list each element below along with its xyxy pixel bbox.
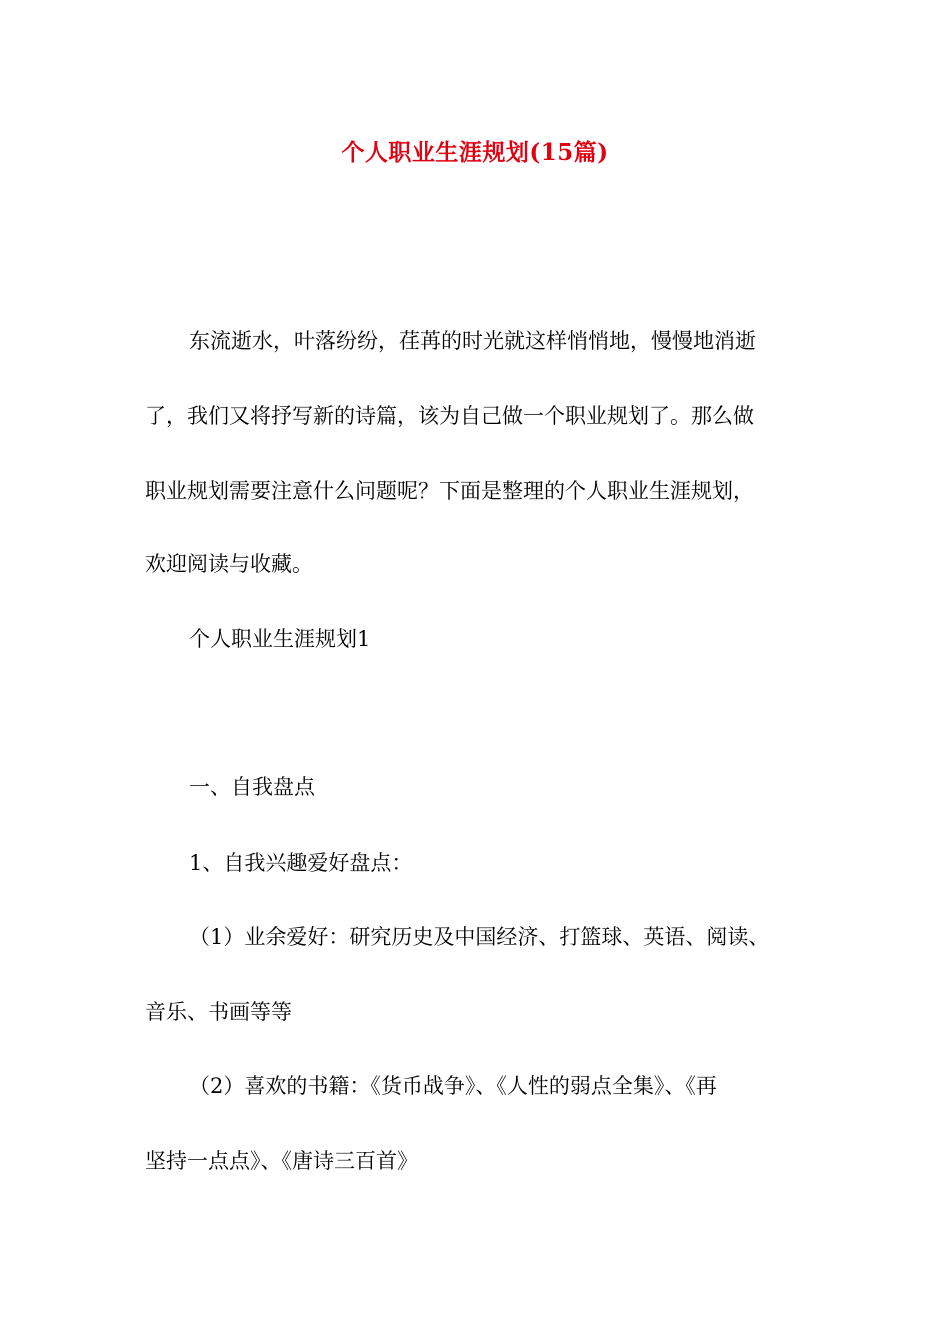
intro-line-2: 了，我们又将抒写新的诗篇，该为自己做一个职业规划了。那么做 [145, 404, 754, 428]
intro-line-3: 职业规划需要注意什么问题呢？下面是整理的个人职业生涯规划， [145, 479, 754, 503]
intro-line-1: 东流逝水，叶落纷纷，荏苒的时光就这样悄悄地，慢慢地消逝 [189, 329, 756, 353]
section-title: 个人职业生涯规划1 [189, 627, 371, 651]
item-2-line-2: 坚持一点点》、《唐诗三百首》 [145, 1149, 418, 1173]
subheading-interests: 1、自我兴趣爱好盘点： [189, 851, 413, 875]
document-title: 个人职业生涯规划(15篇) [341, 139, 609, 166]
heading-self-review: 一、自我盘点 [189, 775, 315, 799]
item-1-line-1: （1）业余爱好：研究历史及中国经济、打篮球、英语、阅读、 [189, 925, 770, 949]
item-1-line-2: 音乐、书画等等 [145, 1000, 292, 1024]
intro-line-4: 欢迎阅读与收藏。 [145, 552, 313, 576]
item-2-line-1: （2）喜欢的书籍：《货币战争》、《人性的弱点全集》、《再 [189, 1074, 717, 1098]
